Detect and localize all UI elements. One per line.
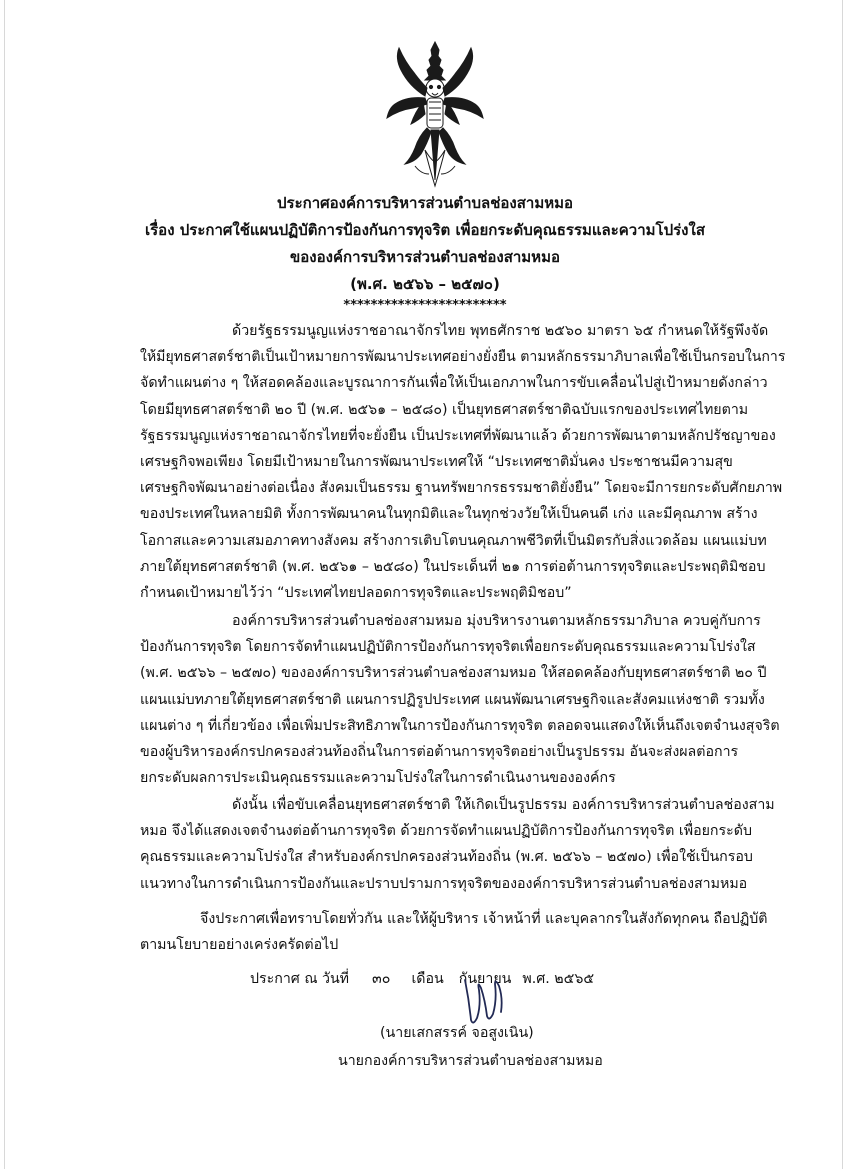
paragraph-line: รัฐธรรมนูญแห่งราชอาณาจักรไทยที่จะยั่งยืน เป็นประเทศที่พัฒนาแล้ว ด้วยการพัฒนาตามหลักปรัชญาของ xyxy=(140,427,776,444)
announcement-organization: ขององค์การบริหารส่วนตำบลช่องสามหมอ xyxy=(290,248,560,266)
body-paragraph-1 xyxy=(140,318,785,606)
announcement-subject: เรื่อง ประกาศใช้แผนปฏิบัติการป้องกันการทุจริต เพื่อยกระดับคุณธรรมและความโปร่งใส xyxy=(145,221,705,239)
paragraph-line: เศรษฐกิจพอเพียง โดยมีเป้าหมายในการพัฒนาประเทศให้ “ประเทศชาติมั่นคง ประชาชนมีความสุข xyxy=(140,454,733,471)
signatory-name: (นายเสกสรรค์ จอสูงเนิน) xyxy=(380,1025,534,1041)
scan-edge-right xyxy=(842,0,843,1169)
paragraph-line: องค์การบริหารส่วนตำบลช่องสามหมอ มุ่งบริหารงานตามหลักธรรมาภิบาล ควบคู่กับการ xyxy=(232,613,761,629)
paragraph-line: คุณธรรมและความโปร่งใส สำหรับองค์กรปกครองส่วนท้องถิ่น (พ.ศ. ๒๕๖๖ – ๒๕๗๐) เพื่อใช้เป็นกรอบ xyxy=(140,849,753,866)
paragraph-line: หมอ จึงได้แสดงเจตจำนงต่อต้านการทุจริต ด้วยการจัดทำแผนปฏิบัติการป้องกันการทุจริต เพื่อยกระดับ xyxy=(140,823,752,840)
paragraph-line: ของผู้บริหารองค์กรปกครองส่วนท้องถิ่นในการต่อต้านการทุจริตอย่างเป็นรูปธรรม อันจะส่งผลต่อการ xyxy=(140,744,739,761)
paragraph-line: ของประเทศในหลายมิติ ทั้งการพัฒนาคนในทุกมิติและในทุกช่วงวัยให้เป็นคนดี เก่ง และมีคุณภาพ สร้าง xyxy=(140,506,758,523)
garuda-emblem-icon xyxy=(385,40,485,190)
announcement-title: ประกาศองค์การบริหารส่วนตำบลช่องสามหมอ xyxy=(276,194,573,212)
date-day: ๓๐ xyxy=(372,971,391,987)
date-month: กันยายน xyxy=(458,971,512,987)
paragraph-line: แผนต่าง ๆ ที่เกี่ยวข้อง เพื่อเพิ่มประสิทธิภาพในการป้องกันการทุจริต ตลอดจนแสดงให้เห็นถึงเจตจำนงสุจริต xyxy=(140,717,780,734)
paragraph-line: ป้องกันการทุจริต โดยการจัดทำแผนปฏิบัติการป้องกันการทุจริตเพื่อยกระดับคุณธรรมและความโปร่งใส xyxy=(140,639,756,656)
paragraph-line: ตามนโยบายอย่างเคร่งครัดต่อไป xyxy=(140,937,339,954)
paragraph-line: ยกระดับผลการประเมินคุณธรรมและความโปร่งใสในการดำเนินงานขององค์กร xyxy=(140,770,616,787)
paragraph-line: เศรษฐกิจพัฒนาอย่างต่อเนื่อง สังคมเป็นธรรม ฐานทรัพยากรธรรมชาติยั่งยืน” โดยจะมีการยกระดับศักยภาพ xyxy=(140,480,783,497)
paragraph-line: ให้มียุทธศาสตร์ชาติเป็นเป้าหมายการพัฒนาประเทศอย่างยั่งยืน ตามหลักธรรมาภิบาลเพื่อใช้เป็นกรอบในการ xyxy=(140,349,786,366)
paragraph-line: โดยมียุทธศาสตร์ชาติ ๒๐ ปี (พ.ศ. ๒๕๖๑ – ๒๕๘๐) เป็นยุทธศาสตร์ชาติฉบับแรกของประเทศไทยตาม xyxy=(140,401,749,418)
paragraph-line: (พ.ศ. ๒๕๖๖ – ๒๕๗๐) ขององค์การบริหารส่วนตำบลช่องสามหมอ ให้สอดคล้องกับยุทธศาสตร์ชาติ ๒๐ ปี xyxy=(140,665,767,682)
paragraph-line: โอกาสและความเสมอภาคทางสังคม สร้างการเติบโตบนคุณภาพชีวิตที่เป็นมิตรกับสิ่งแวดล้อม แผนแม่บท xyxy=(140,532,767,549)
paragraph-line: แผนแม่บทภายใต้ยุทธศาสตร์ชาติ แผนการปฏิรูปประเทศ แผนพัฒนาเศรษฐกิจและสังคมแห่งชาติ รวมทั้ง xyxy=(140,691,765,708)
body-paragraph-3 xyxy=(140,792,785,897)
announcement-period: (พ.ศ. ๒๕๖๖ – ๒๕๗๐) xyxy=(350,275,500,293)
paragraph-line: จัดทำแผนต่าง ๆ ให้สอดคล้องและบูรณาการกันเพื่อให้เป็นเอกภาพในการขับเคลื่อนไปสู่เป้าหมายดังกล่าว xyxy=(140,375,768,392)
date-prefix: ประกาศ ณ วันที่ xyxy=(250,971,350,987)
title-separator: ************************ xyxy=(343,298,507,313)
paragraph-line: ด้วยรัฐธรรมนูญแห่งราชอาณาจักรไทย พุทธศักราช ๒๕๖๐ มาตรา ๖๕ กำหนดให้รัฐพึงจัด xyxy=(232,323,769,339)
body-paragraph-4 xyxy=(140,906,785,958)
scan-edge-left xyxy=(4,0,5,1169)
body-paragraph-2 xyxy=(140,608,785,791)
signatory-position: นายกองค์การบริหารส่วนตำบลช่องสามหมอ xyxy=(338,1053,603,1069)
paragraph-line: ภายใต้ยุทธศาสตร์ชาติ (พ.ศ. ๒๕๖๑ – ๒๕๘๐) ในประเด็นที่ ๒๑ การต่อต้านการทุจริตและประพฤติมิชอบ xyxy=(140,558,766,575)
handwritten-signature-icon xyxy=(455,970,525,1030)
paragraph-line: กำหนดเป้าหมายไว้ว่า “ประเทศไทยปลอดการทุจริตและประพฤติมิชอบ” xyxy=(140,585,572,602)
paragraph-line: ดังนั้น เพื่อขับเคลื่อนยุทธศาสตร์ชาติ ให้เกิดเป็นรูปธรรม องค์การบริหารส่วนตำบลช่องสาม xyxy=(232,797,775,813)
paragraph-line: แนวทางในการดำเนินการป้องกันและปราบปรามการทุจริตขององค์การบริหารส่วนตำบลช่องสามหมอ xyxy=(140,875,748,892)
date-year: พ.ศ. ๒๕๖๕ xyxy=(522,971,595,987)
paragraph-line: จึงประกาศเพื่อทราบโดยทั่วกัน และให้ผู้บริหาร เจ้าหน้าที่ และบุคลากรในสังกัดทุกคน ถือปฏิบัติ xyxy=(200,911,768,927)
date-month-label: เดือน xyxy=(411,971,444,987)
